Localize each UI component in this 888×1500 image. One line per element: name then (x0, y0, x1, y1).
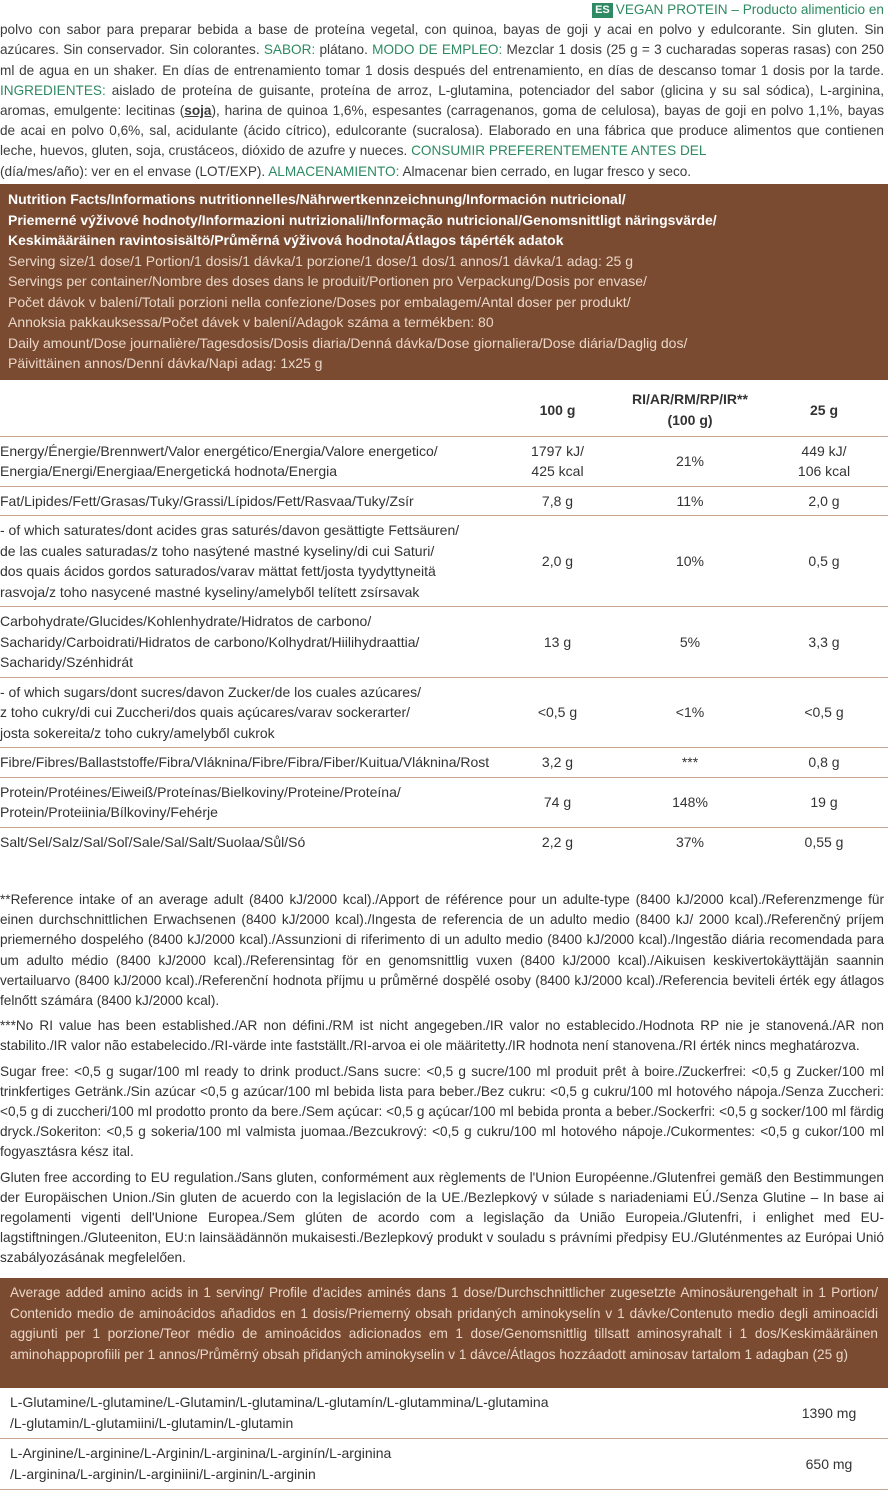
serving-info-line: Päivittäinen annos/Denní dávka/Napi adag: 1x25 g (8, 355, 323, 371)
value-per-100g: 1797 kJ/ 425 kcal (495, 436, 620, 486)
footnote: Gluten free according to EU regulation./Sans gluten, conformément aux règlements de l'Union Européenne./Glutenfrei gemäß den Bestimmungen der Europäischen Union./Sin gluten de acuerdo con la legislación de la UE./Bezlepkový v súlade s nariadeniami EÚ./Senza Glutine – In base ai regolamenti vigenti dell'Unione Europea./Sem glúten de acordo com a legislação da União Europeia./Glutenfri, i enlighet med EU-lagstiftningen./Gluteeniton, EU:n lainsäädännön mukaisesti./Bezlepkový produkt v souladu s právními předpisy EU./Gluténmentes az Európai Unió szabályozásának megfelelően. (0, 1169, 884, 1266)
nutrition-header-panel (0, 184, 888, 380)
usage-label: MODO DE EMPLEO: (372, 42, 503, 58)
nutrition-title-line: Nutrition Facts/Informations nutritionnelles/Nährwertkennzeichnung/Información nutricional/ (8, 191, 626, 207)
product-desc: polvo con sabor para preparar bebida a base de proteína vegetal, con quinoa, bayas de goji y acai en polvo y edulcorante. Sin gluten. Sin azúcares. Sin conservador. Sin colorantes. (0, 22, 884, 58)
amino-acids-table (0, 1388, 888, 1490)
value-ri: *** (620, 748, 760, 778)
usage-text: Mezclar 1 dosis (25 g = 3 cucharadas soperas rasas) con 250 ml de agua en un shaker. En días de entrenamiento tomar 1 dosis después del entrenamiento, en días de descanso tomar 1 dosis por la tarde. (0, 42, 884, 78)
nutrition-title-line: Keskimääräinen ravintosisältö/Průměrná výživová hodnota/Átlagos tápérték adatok (8, 232, 564, 248)
nutrition-title-line: Priemerné výživové hodnoty/Informazioni nutrizionali/Informação nutricional/Genomsnittligt näringsvärde/ (8, 211, 717, 228)
value-ri: 11% (620, 486, 760, 516)
amino-acid-name: L-Arginine/L-arginine/L-Arginin/L-arginina/L-arginín/L-arginina /L-arginina/L-arginin/L-arginiini/L-arginin/L-arginin (0, 1439, 770, 1490)
value-ri: 21% (620, 436, 760, 486)
footnotes (0, 890, 884, 1274)
storage-text: Almacenar bien cerrado, en lugar fresco y seco. (399, 163, 692, 179)
nutrition-serving-info (8, 251, 880, 374)
serving-info-line: Počet dávok v balení/Totali porzioni nella confezione/Doses por embalagem/Antal doser per produkt/ (8, 293, 631, 310)
serving-info-line: Annoksia pakkauksessa/Počet dávek v balení/Adagok száma a termékben: 80 (8, 314, 494, 330)
value-ri: 10% (620, 516, 760, 607)
value-per-25g: 2,0 g (760, 486, 888, 516)
nutrient-name: Protein/Protéines/Eiweiß/Proteínas/Bielkoviny/Proteine/Proteína/ Protein/Proteiinia/Bílkoviny/Fehérje (0, 777, 495, 827)
nutrient-name: Salt/Sel/Salz/Sal/Soľ/Sale/Sal/Salt/Suolaa/Sůl/Só (0, 827, 495, 856)
nutrient-name: Fat/Lipides/Fett/Grasas/Tuky/Grassi/Lípidos/Fett/Rasvaa/Tuky/Zsír (0, 486, 495, 516)
serving-info-line: Daily amount/Dose journalière/Tagesdosis/Dosis diaria/Denná dávka/Dose giornaliera/Dose diária/Daglig dos/ (8, 334, 688, 351)
flavor-value: plátano. (315, 42, 373, 58)
nutrition-table-header (0, 384, 888, 436)
allergen-soja: soja (184, 103, 212, 119)
nutrient-name: - of which saturates/dont acides gras saturés/davon gesättigte Fettsäuren/ de las cuales saturadas/z toho nasýtené mastné kyseliny/di cui Saturi/ dos quais ácidos gordos saturados/varav mättat fett/josta tyydyttyneitä rasvoja/z toho nasycené mastné kyseliny/amelyből telített zsírsavak (0, 516, 495, 607)
table-row (0, 486, 888, 516)
nutrient-name: - of which sugars/dont sucres/davon Zucker/de los cuales azúcares/ z toho cukry/di cui Zuccheri/dos quais açúcares/varav sockerarter/ josta sokereita/z toho cukry/amelyből cukrok (0, 677, 495, 748)
best-before-text: ver en el envase (LOT/EXP). (87, 163, 269, 179)
value-per-25g: 19 g (760, 777, 888, 827)
ingredients-label: INGREDIENTES: (0, 82, 106, 98)
value-ri: 148% (620, 777, 760, 827)
table-row (0, 748, 888, 778)
amino-acid-name: L-Glutamine/L-glutamine/L-Glutamin/L-glutamina/L-glutamín/L-glutammina/L-glutamina /L-glutamin/L-glutamiini/L-glutamin/L-glutamin (0, 1388, 770, 1439)
best-before-label-2: (día/mes/año): (0, 163, 88, 179)
value-per-25g: 0,55 g (760, 827, 888, 856)
ingredients-text-a: aislado de proteína de guisante, proteína de arroz, L-glutamina, potenciador del sabor (glicina y su sal sódica), L-arginina, aromas, emulgente: lecitinas ( (0, 82, 884, 119)
serving-info-line: Serving size/1 dose/1 Portion/1 dosis/1 dávka/1 porzione/1 dose/1 dos/1 annos/1 dávka/1 adag: 25 g (8, 252, 633, 269)
ingredients-text-b: ), harina de quinoa 1,6%, espesantes (carragenanos, goma de celulosa), bayas de goji en polvo 1,1%, bayas de acai en polvo 0,6%, sal, acidulante (ácido cítrico), edulcorante (sucralosa). Elaborado en una fábrica que produce alimentos que contienen leche, huevos, gluten, soja, crustáceos, dióxido de azufre y nueces. (0, 103, 884, 159)
table-row (0, 677, 888, 748)
nutrition-title (8, 189, 880, 251)
value-per-25g: 0,8 g (760, 748, 888, 778)
table-row (0, 1388, 888, 1439)
column-name (0, 384, 495, 436)
column-100g: 100 g (539, 401, 576, 418)
value-per-100g: 7,8 g (495, 486, 620, 516)
flavor-label: SABOR: (263, 42, 316, 58)
column-25g: 25 g (809, 401, 838, 418)
product-desc-lead: – Producto alimenticio en (727, 2, 884, 17)
value-per-25g: 3,3 g (760, 607, 888, 678)
value-per-100g: 2,2 g (495, 827, 620, 856)
nutrient-name: Fibre/Fibres/Ballaststoffe/Fibra/Vláknina/Fibre/Fibra/Fiber/Kuitua/Vláknina/Rost (0, 748, 495, 778)
amino-acid-value: 650 mg (770, 1439, 888, 1490)
table-row (0, 827, 888, 856)
nutrition-table (0, 384, 888, 856)
amino-acids-header: Average added amino acids in 1 serving/ Profile d'acides aminés dans 1 dose/Durchschnittlicher zugesetzte Aminosäurengehalt in 1 Portion/ Contenido medio de aminoácidos añadidos en 1 dosis/Priemerný obsah pridaných aminokyselín v 1 dávke/Contenuto medio degli aminoacidi aggiunti per 1 porzione/Teor médio de aminoácidos adicionados em 1 dose/Genomsnittlig tillsatt aminosyrahalt i 1 dos/Keskimääräinen aminohappoprofiili per 1 annos/Průměrný obsah přidaných aminokyselin v 1 dávce/Átlagos hozzáadott aminosav tartalom 1 adagban (25 g) (0, 1278, 888, 1388)
footnote: Sugar free: <0,5 g sugar/100 ml ready to drink product./Sans sucre: <0,5 g sucre/100 ml produit prêt à boire./Zuckerfrei: <0,5 g Zucker/100 ml trinkfertiges Getränk./Sin azúcar <0,5 g azúcar/100 ml bebida lista para beber./Bez cukru: <0,5 g cukru/100 ml hotového nápoja./Senza Zuccheri: <0,5 g di zuccheri/100 ml prodotto pronto da bere./Sem açúcar: <0,5 g açúcar/100 ml bebida pronta a beber./Sockerfri: <0,5 g socker/100 ml färdig dryck./Sokeriton: <0,5 g sokeria/100 ml valmista juomaa./Bezcukrový: <0,5 g cukru/100 ml hotového nápoje./Cukormentes: <0,5 g cukor/100 ml fogyasztásra kész ital. (0, 1063, 884, 1160)
value-per-100g: <0,5 g (495, 677, 620, 748)
column-ri: RI/AR/RM/RP/IR** (100 g) (632, 391, 748, 428)
table-row (0, 607, 888, 678)
best-before-label: CONSUMIR PREFERENTEMENTE ANTES DEL (411, 143, 707, 159)
value-per-100g: 3,2 g (495, 748, 620, 778)
amino-acid-value: 1390 mg (770, 1388, 888, 1439)
value-ri: <1% (620, 677, 760, 748)
value-per-100g: 2,0 g (495, 516, 620, 607)
value-per-100g: 74 g (495, 777, 620, 827)
language-badge: ES (592, 3, 613, 18)
table-row (0, 1439, 888, 1490)
footnote: **Reference intake of an average adult (8400 kJ/2000 kcal)./Apport de référence pour un adulte-type (8400 kJ/2000 kcal)./Referenzmenge für einen durchschnittlichen Erwachsenen (8400 kJ/2000 kcal)./Ingesta de referencia de un adulto medio (8400 kJ/ 2000 kcal)./Referenčný príjem priemerného dospelého (8400 kJ/2000 kcal)./Assunzioni di riferimento di un adulto medio (8400 kJ/2000 kcal)./Ingestão diária recomendada para um adulto médio (8400 kJ/2000 kcal)./Referensintag för en genomsnittlig vuxen (8400 kJ/2000 kcal)./Aikuisen keskivertokäyttäjän saannin vertailuarvo (8400 kJ/2000 kcal)./Referenční hodnota příjmu u průměrné dospělé osoby (8400 kJ/2000 kcal)./Referencia beviteli érték egy átlagos felnőtt számára (8400 kJ/2000 kcal). (0, 892, 884, 1009)
value-per-25g: <0,5 g (760, 677, 888, 748)
storage-label: ALMACENAMIENTO: (268, 163, 400, 179)
table-row (0, 436, 888, 486)
product-name: VEGAN PROTEIN (615, 2, 728, 17)
nutrient-name: Energy/Énergie/Brennwert/Valor energético/Energia/Valore energetico/ Energia/Energi/Energiaa/Energetická hodnota/Energia (0, 436, 495, 486)
value-per-25g: 449 kJ/ 106 kcal (760, 436, 888, 486)
value-ri: 37% (620, 827, 760, 856)
value-ri: 5% (620, 607, 760, 678)
table-row (0, 777, 888, 827)
value-per-25g: 0,5 g (760, 516, 888, 607)
product-description (0, 0, 884, 182)
nutrient-name: Carbohydrate/Glucides/Kohlenhydrate/Hidratos de carbono/ Sacharidy/Carboidrati/Hidratos de carbono/Kolhydrat/Hiilihydraattia/ Sacharidy/Szénhidrát (0, 607, 495, 678)
footnote: ***No RI value has been established./AR non défini./RM ist nicht angegeben./IR valor no establecido./Hodnota RP nie je stanovená./AR non stabilito./IR valor não estabelecido./RI-värde inte fastställt./RI-arvoa ei ole määritetty./IR hodnota není stanovena./RI érték nincs meghatározva. (0, 1018, 884, 1054)
serving-info-line: Servings per container/Nombre des doses dans le produit/Portionen pro Verpackung/Dosis por envase/ (8, 273, 647, 289)
table-row (0, 516, 888, 607)
value-per-100g: 13 g (495, 607, 620, 678)
